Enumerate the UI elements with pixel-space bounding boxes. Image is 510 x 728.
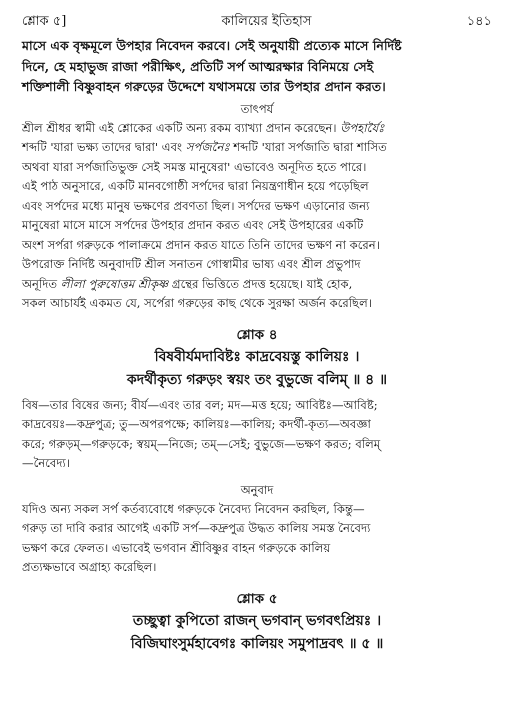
intro-line: দিনে, হে মহাভুজ রাজা পরীক্ষিৎ, প্রতিটি সর্প আত্মরক্ষার বিনিময়ে সেই bbox=[22, 58, 374, 74]
purport-line: মানুষেরা মাসে মাসে সর্পদের উপহার প্রদান করত এবং সেই উপহারের একটি bbox=[22, 218, 364, 232]
purport-line: উপরোক্ত নির্দিষ্ট অনুবাদটি শ্রীল সনাতন গোস্বামীর ভাষ্য এবং শ্রীল প্রভুপাদ bbox=[22, 257, 361, 271]
purport-line bbox=[22, 119, 492, 139]
purport-line: এবং সর্পদের মধ্যে মানুষ ভক্ষণের প্রবণতা ছিল। সর্পদের ভক্ষণ এড়ানোর জন্য bbox=[22, 198, 370, 213]
purport-heading: তাৎপর্য bbox=[240, 101, 274, 116]
translation-heading: অনুবাদ bbox=[240, 482, 274, 497]
purport-line bbox=[22, 138, 492, 158]
purport-line: অথবা যারা সর্পজাতিভুক্ত সেই সমস্ত মানুষেরা' এভাবেও অনূদিত হতে পারে। bbox=[22, 159, 367, 174]
purport-text: অনূদিত bbox=[22, 276, 61, 291]
purport-text: গ্রন্থের ভিত্তিতে প্রদত্ত হয়েছে। যাই হোক, bbox=[168, 276, 353, 291]
purport-text: শ্রীল শ্রীধর স্বামী এই শ্লোকের একটি অন্য রকম ব্যাখ্যা প্রদান করেছেন। bbox=[22, 120, 341, 135]
page bbox=[22, 12, 492, 656]
book-title: লীলা পুরুষোত্তম শ্রীকৃষ্ণ bbox=[60, 276, 169, 291]
translation-line: প্রত্যক্ষভাবে অগ্রাহ্য করেছিল। bbox=[22, 560, 157, 574]
translation-line: ভক্ষণ করে ফেলত। এভাবেই ভগবান শ্রীবিষ্ণুর বাহন গরুড়কে কালিয় bbox=[22, 540, 331, 555]
intro-line: শক্তিশালী বিষ্ণুবাহন গরুড়ের উদ্দেশে যথাসময়ে তার উপহার প্রদান করত। bbox=[22, 79, 386, 94]
purport-paragraph bbox=[22, 119, 492, 314]
header-page-number: ১৪১ bbox=[466, 14, 492, 29]
purport-term: সর্পজনৈঃ bbox=[185, 140, 230, 154]
synonyms-line: বিষ—তার বিষের জন্য; বীর্য—এবং তার বল; মদ—মত্ত হয়ে; আবিষ্টঃ—আবিষ্ট; bbox=[22, 397, 378, 412]
intro-line: মাসে এক বৃক্ষমূলে উপহার নিবেদন করবে। সেই অনুযায়ী প্রত্যেক মাসে নির্দিষ্ট bbox=[22, 38, 402, 53]
purport-text: শব্দটি 'যারা সর্পজাতি দ্বারা শাসিত bbox=[229, 140, 387, 154]
purport-text: শব্দটি 'যারা ভক্ষ্য তাদের দ্বারা' এবং bbox=[22, 140, 186, 154]
translation-line: গরুড় তা দাবি করার আগেই একটি সর্প—কদ্রুপুত্র উদ্ধত কালিয় সমস্ত নৈবেদ্য bbox=[22, 521, 371, 535]
translation-paragraph bbox=[22, 500, 492, 578]
purport-line bbox=[22, 275, 492, 295]
shloka-4-title: শ্লোক ৪ bbox=[236, 326, 278, 343]
translation-line: যদিও অন্য সকল সর্প কর্তব্যবোধে গরুড়কে নৈবেদ্য নিবেদন করছিল, কিন্তু— bbox=[22, 501, 365, 516]
shloka-5-verse-line: বিজিঘাংসুর্মহাবেগঃ কালিয়ং সমুপাদ্রবৎ ॥ ৫ ॥ bbox=[130, 635, 384, 652]
purport-line: সকল আচার্যই একমত যে, সর্পেরা গরুড়ের কাছ থেকে সুরক্ষা অর্জন করেছিল। bbox=[22, 296, 372, 310]
shloka-5-title: শ্লোক ৫ bbox=[236, 590, 278, 607]
synonyms-line: কাদ্রবেয়ঃ—কদ্রুপুত্র; তু—অপরপক্ষে; কালিয়ঃ—কালিয়; কদর্থী-কৃত্য—অবজ্ঞা bbox=[22, 417, 371, 431]
purport-line: অংশ সর্পরা গরুড়কে পালাক্রমে প্রদান করত যাতে তিনি তাদের ভক্ষণ না করেন। bbox=[22, 237, 380, 252]
header-verse-ref: শ্লোক ৫] bbox=[22, 14, 67, 29]
synonyms-line: করে; গরুড়ম্—গরুড়কে; স্বয়ম্—নিজে; তম্—সেই; বুভুজে—ভক্ষণ করত; বলিম্ bbox=[22, 436, 381, 451]
purport-line: এই পাঠ অনুসারে, একটি মানবগোষ্ঠী সর্পদের দ্বারা নিয়ন্ত্রণাধীন হয়ে পড়েছিল bbox=[22, 179, 369, 193]
shloka-4-verse-line: কদর্থীকৃত্য গরুড়ং স্বয়ং তং বুভুজে বলিম্ ॥ ৪ ॥ bbox=[126, 371, 388, 388]
intro-paragraph bbox=[22, 36, 492, 98]
running-header bbox=[22, 12, 492, 36]
header-title: কালিয়ের ইতিহাস bbox=[221, 14, 312, 29]
purport-term: উপহার্যৈঃ bbox=[340, 120, 385, 135]
synonyms-line: —নৈবেদ্য। bbox=[22, 456, 70, 470]
shloka-5-verse-line: তচ্ছুত্বা কুপিতো রাজন্ ভগবান্ ভগবৎপ্রিয়ঃ । bbox=[132, 612, 382, 629]
shloka-4-verse-line: বিষবীর্যমদাবিষ্টঃ কাদ্রবেয়স্তু কালিয়ঃ । bbox=[154, 348, 360, 365]
synonyms-paragraph bbox=[22, 396, 492, 474]
